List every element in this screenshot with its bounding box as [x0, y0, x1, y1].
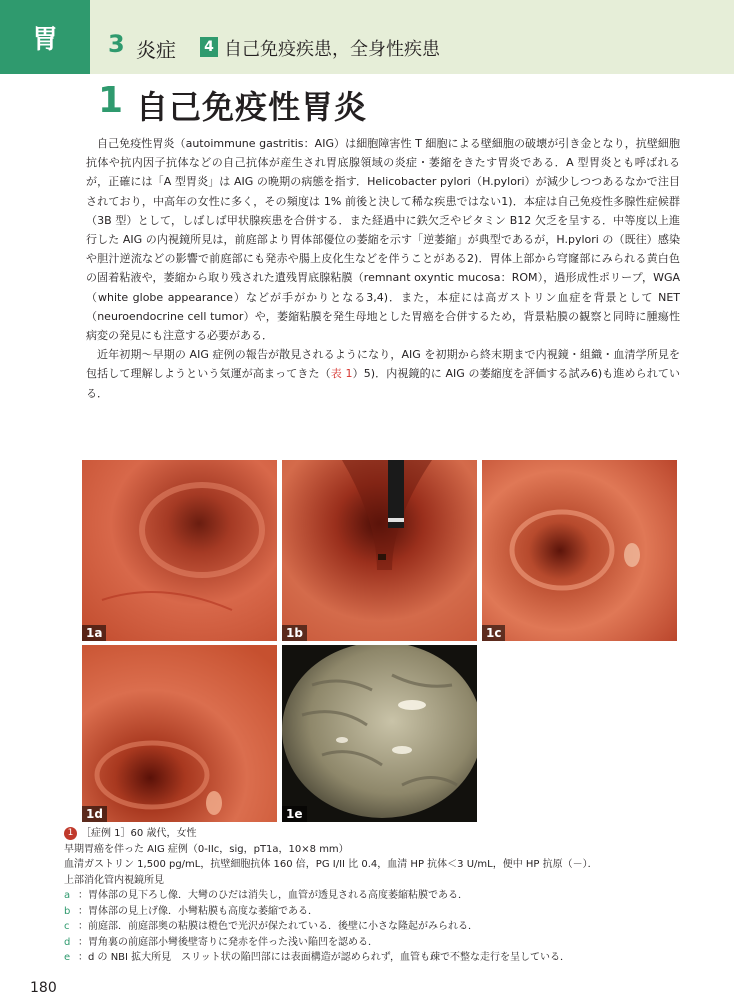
chapter-number: 3 — [108, 30, 125, 58]
chapter-title: 炎症 — [136, 38, 176, 62]
photo-label: 1a — [82, 625, 106, 641]
paragraph-1: 自己免疫性胃炎（autoimmune gastritis：AIG）は細胞障害性 T 細胞による壁細胞の破壊が引き金となり，抗壁細胞抗体や抗内因子抗体などの自己抗体が産生され胃底腺領域の炎症・萎縮をきたす胃炎である．A 型胃炎とも呼ばれるが，正確には「A 型胃炎」は AIG の晩期の病態を指す．Helicobacter pylori（H.pylori）が減少しつつあるなかで注目されており，中高年の女性に多く，その頻度は 1% 前後と決して稀な疾患ではない1)．本症は自己免疫性多腺性症候群（3B 型）として，しばしば甲状腺疾患を合併する．また経過中に鉄欠乏やビタミン B12 欠乏を呈する．中等度以上進行した AIG の内視鏡所見は，前庭部より胃体部優位の萎縮を示す「逆萎縮」が典型であるが，H.pylori の（既往）感染や胆汁逆流などの影響で前庭部にも発赤や腸上皮化生などを伴うことがある2)．胃体上部から穹窿部にみられる黄白色の固着粘液や，萎縮から取り残された遺残胃底腺粘膜（remnant oxyntic mucosa：ROM），過形成性ポリープ，WGA（white globe appearance）などが手がかりとなる3,4)．また，本症には高ガストリン血症を背景として NET（neuroendocrine cell tumor）や，萎縮粘膜を発生母地とした胃癌を合併するため，背景粘膜の観察と同時に腫瘍性病変の発見にも注意する必要がある． — [86, 137, 680, 343]
endoscopy-photo-1c — [482, 460, 677, 641]
photo-label: 1c — [482, 625, 505, 641]
figure-number-badge: 1 — [64, 827, 77, 840]
caption-item-b: b ：胃体部の見上げ像．小彎粘膜も高度な萎縮である． — [64, 905, 318, 917]
organ-tab: 胃 — [0, 0, 90, 74]
caption-labs: 血清ガストリン 1,500 pg/mL，抗壁細胞抗体 160 倍，PG I/II 比 0.4，血清 HP 抗体＜3 U/mL，便中 HP 抗原（－）． — [64, 859, 598, 870]
page-number: 180 — [30, 980, 57, 996]
caption-item-c: c ：前庭部．前庭部奥の粘膜は橙色で光沢が保たれている．後壁に小さな隆起がみられる． — [64, 921, 478, 932]
caption-diagnosis: 早期胃癌を伴った AIG 症例（0-IIc，sig，pT1a，10×8 mm） — [64, 843, 349, 855]
paragraph-2: 近年初期〜早期の AIG 症例の報告が散見されるようになり，AIG を初期から終末期まで内視鏡・組織・血清学所見を包括して理解しようという気運が高まってきた（表 1）5)．内視鏡的に AIG の萎縮度を評価する試み6)も進められている． — [86, 348, 680, 400]
section-title: 自己免疫疾患，全身性疾患 — [224, 39, 440, 60]
endoscopy-photo-1e — [282, 645, 477, 822]
endoscopy-photo-1b — [282, 460, 477, 641]
caption-item-e: e ：d の NBI 拡大所見 スリット状の陥凹部には表面構造が認められず，血管も疎で不整な走行を呈している． — [64, 952, 570, 963]
caption-item-a: a ：胃体部の見下ろし像．大彎のひだは消失し，血管が透見される高度萎縮粘膜である． — [64, 890, 468, 901]
caption-case-line: 1 ［症例 1］60 歳代，女性 — [64, 826, 704, 842]
endoscopy-photo-1a — [82, 460, 277, 641]
body-text — [86, 134, 680, 403]
section-number: 4 — [200, 37, 218, 57]
photo-label: 1d — [82, 806, 107, 822]
endoscopy-photo-1d — [82, 645, 277, 822]
photo-label: 1e — [282, 806, 307, 822]
table-reference-link[interactable]: 表 1 — [330, 367, 353, 381]
caption-heading: 上部消化管内視鏡所見 — [64, 874, 164, 886]
photo-label: 1b — [282, 625, 307, 641]
article-number: 1 — [98, 80, 124, 121]
figure-caption — [64, 826, 704, 966]
caption-item-d: d ：胃角裏の前庭部小彎後壁寄りに発赤を伴った浅い陥凹を認める． — [64, 936, 378, 948]
article-title: 自己免疫性胃炎 — [136, 88, 368, 126]
